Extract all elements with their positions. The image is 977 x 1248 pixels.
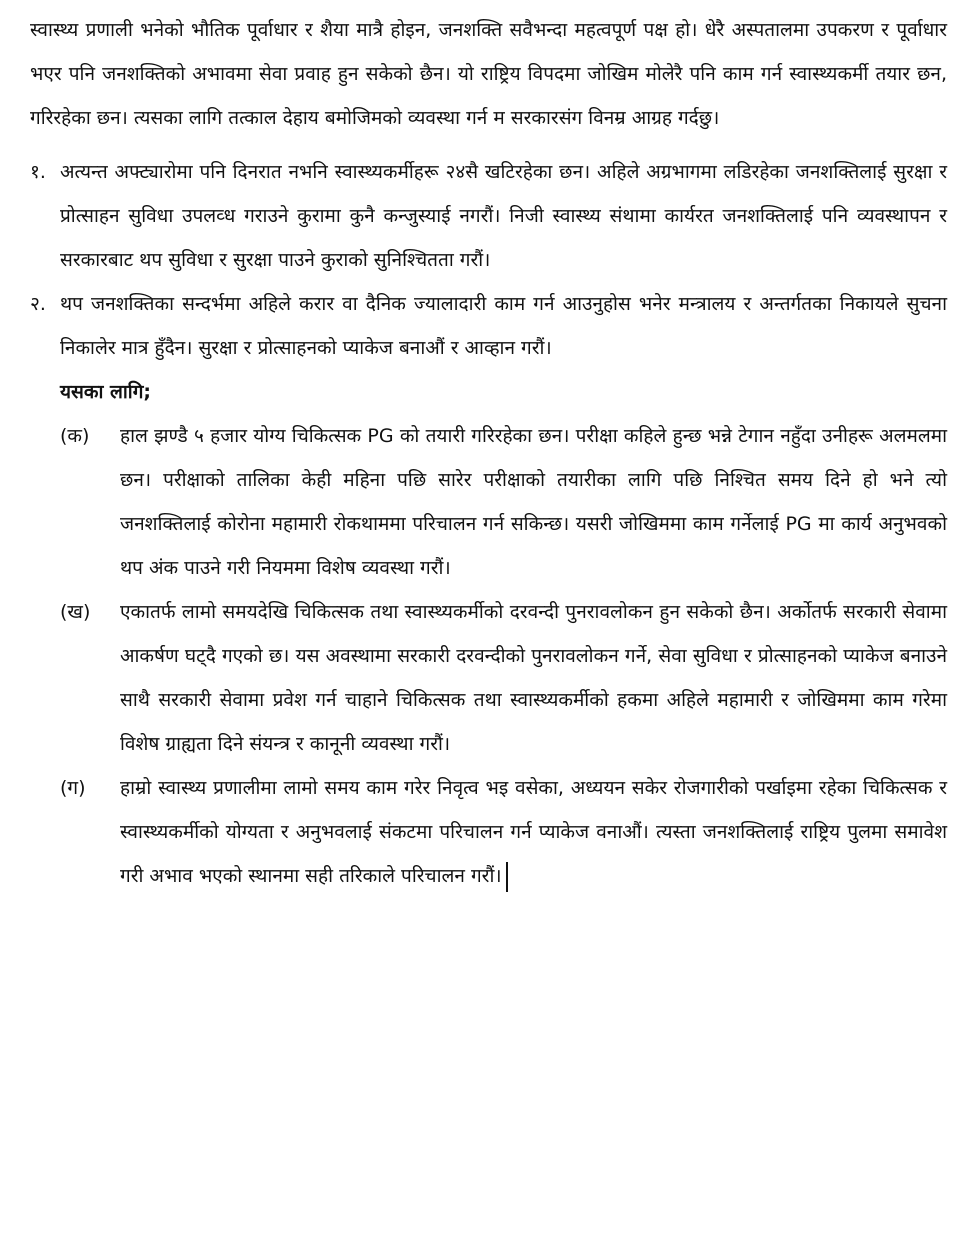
item-marker: १. bbox=[30, 161, 46, 183]
sub-item-text: हाम्रो स्वास्थ्य प्रणालीमा लामो समय काम गरेर निवृत्व भइ वसेका, अध्ययन सकेर रोजगारीको पर्खाइमा रहेका चिकित्सक र स्वास्थ्यकर्मीको योग्यता र अनुभवलाई संकटमा परिचालन गर्न प्याकेज वनाऔं। त्यस्ता जनशक्तिलाई राष्ट्रिय पुलमा समावेश गरी अभाव भएको स्थानमा सही तरिकाले परिचालन गरौं। bbox=[120, 777, 947, 887]
numbered-item-1 bbox=[30, 150, 947, 282]
sub-item-kha bbox=[30, 590, 947, 766]
subheading: यसका लागि; bbox=[60, 381, 152, 403]
item-text: अत्यन्त अफ्ट्यारोमा पनि दिनरात नभनि स्वास्थ्यकर्मीहरू २४सै खटिरहेका छन। अहिले अग्रभागमा लडिरहेका जनशक्तिलाई सुरक्षा र प्रोत्साहन सुविधा उपलव्ध गराउने कुरामा कुनै कन्जुस्याई नगरौं। निजी स्वास्थ्य संथामा कार्यरत जनशक्तिलाई पनि व्यवस्थापन र सरकारबाट थप सुविधा र सुरक्षा पाउने कुराको सुनिश्चितता गरौं। bbox=[60, 161, 947, 271]
item-text: थप जनशक्तिका सन्दर्भमा अहिले करार वा दैनिक ज्यालादारी काम गर्न आउनुहोस भनेर मन्त्रालय र अन्तर्गतका निकायले सुचना निकालेर मात्र हुँदैन। सुरक्षा र प्रोत्साहनको प्याकेज बनाऔं र आव्हान गरौं। bbox=[60, 293, 947, 359]
sub-item-marker: (ग) bbox=[60, 777, 86, 799]
text-cursor bbox=[506, 862, 508, 892]
sub-item-marker: (ख) bbox=[60, 601, 91, 623]
sub-item-marker: (क) bbox=[60, 425, 90, 447]
sub-item-ka bbox=[30, 414, 947, 590]
numbered-item-2 bbox=[30, 282, 947, 370]
sub-item-ga bbox=[30, 766, 947, 898]
sub-item-text: एकातर्फ लामो समयदेखि चिकित्सक तथा स्वास्थ्यकर्मीको दरवन्दी पुनरावलोकन हुन सकेको छैन। अर्कोतर्फ सरकारी सेवामा आकर्षण घट्दै गएको छ। यस अवस्थामा सरकारी दरवन्दीको पुनरावलोकन गर्ने, सेवा सुविधा र प्रोत्साहनको प्याकेज बनाउने साथै सरकारी सेवामा प्रवेश गर्न चाहाने चिकित्सक तथा स्वास्थ्यकर्मीको हकमा अहिले महामारी र जोखिममा काम गरेमा विशेष ग्राह्यता दिने संयन्त्र र कानूनी व्यवस्था गरौं। bbox=[120, 601, 947, 755]
intro-paragraph: स्वास्थ्य प्रणाली भनेको भौतिक पूर्वाधार र शैया मात्रै होइन, जनशक्ति सवैभन्दा महत्वपूर्ण पक्ष हो। धेरै अस्पतालमा उपकरण र पूर्वाधार भएर पनि जनशक्तिको अभावमा सेवा प्रवाह हुन सकेको छैन। यो राष्ट्रिय विपदमा जोखिम मोलेरै पनि काम गर्न स्वास्थ्यकर्मी तयार छन, गरिरहेका छन। त्यसका लागि तत्काल देहाय बमोजिमको व्यवस्था गर्न म सरकारसंग विनम्र आग्रह गर्दछु। bbox=[30, 19, 947, 129]
sub-item-text: हाल झण्डै ५ हजार योग्य चिकित्सक PG को तयारी गरिरहेका छन। परीक्षा कहिले हुन्छ भन्ने टेगान नहुँदा उनीहरू अलमलमा छन। परीक्षाको तालिका केही महिना पछि सारेर परीक्षाको तयारीका लागि पछि निश्चित समय दिने हो भने त्यो जनशक्तिलाई कोरोना महामारी रोकथाममा परिचालन गर्न सकिन्छ। यसरी जोखिममा काम गर्नेलाई PG मा कार्य अनुभवको थप अंक पाउने गरी नियममा विशेष व्यवस्था गरौं। bbox=[120, 425, 947, 579]
item-marker: २. bbox=[30, 293, 46, 315]
